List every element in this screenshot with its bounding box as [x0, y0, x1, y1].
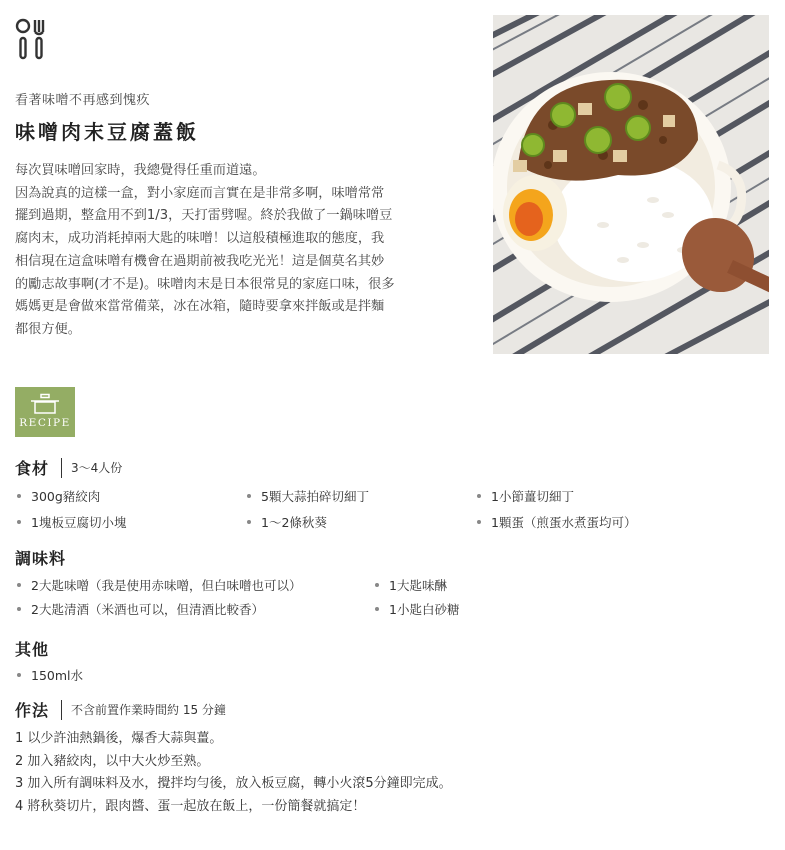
intro-line: 都很方便。	[15, 321, 81, 337]
seasoning-item	[373, 600, 459, 618]
method-step: 1 以少許油熱鍋後，爆香大蒜與薑。	[15, 731, 223, 746]
ingredients-heading: 食材	[15, 459, 50, 478]
divider	[61, 700, 62, 720]
intro-line: 腐肉末，成功消耗掉兩大匙的味噌！以這般積極進取的態度，我	[15, 231, 385, 247]
divider	[61, 458, 62, 478]
recipe-subtitle: 看著味噌不再感到愧疚	[15, 93, 151, 108]
pot-icon	[30, 393, 60, 415]
seasoning-text: 1大匙味醂	[389, 578, 447, 593]
others-item	[15, 666, 83, 684]
recipe-badge	[15, 387, 75, 437]
method-time-note: 不含前置作業時間約 15 分鐘	[71, 703, 226, 717]
ingredient-text: 300g豬絞肉	[31, 489, 101, 504]
bullet-icon	[17, 607, 21, 611]
bullet-icon	[17, 520, 21, 524]
bullet-icon	[375, 583, 379, 587]
seasoning-header	[15, 546, 66, 569]
method-step: 2 加入豬絞肉，以中大火炒至熟。	[15, 753, 210, 769]
intro-paragraph	[15, 160, 475, 342]
method-heading: 作法	[15, 701, 50, 720]
intro-line: 的勵志故事啊(才不是)。味噌肉末是日本很常見的家庭口味，很多	[15, 276, 395, 292]
recipe-badge-label: RECIPE	[19, 417, 71, 429]
rice-bowl-photo	[493, 15, 769, 354]
bullet-icon	[477, 494, 481, 498]
ingredients-header	[15, 456, 122, 479]
method-step: 4 將秋葵切片，跟肉醬、蛋一起放在飯上，一份簡餐就搞定！	[15, 798, 366, 814]
seasoning-text: 1小匙白砂糖	[389, 602, 460, 617]
bullet-icon	[375, 607, 379, 611]
method-header	[15, 698, 226, 721]
bullet-icon	[17, 494, 21, 498]
seasoning-text: 2大匙清酒（米酒也可以，但清酒比較香）	[31, 602, 264, 617]
method-steps	[15, 728, 452, 818]
ingredient-text: 1～2條秋葵	[261, 515, 327, 530]
ingredient-item	[245, 513, 327, 531]
seasoning-heading: 調味料	[15, 549, 67, 568]
seasoning-item	[15, 600, 264, 618]
seasoning-item	[15, 576, 301, 594]
intro-line: 相信現在這盒味噌有機會在過期前被我吃光光！這是個莫名其妙	[15, 253, 385, 269]
ingredient-item	[15, 487, 100, 505]
servings-note: 3～4人份	[71, 461, 123, 475]
ingredient-item	[475, 487, 574, 505]
intro-line: 擺到過期，整盒用不到1/3，天打雷劈喔。終於我做了一鍋味噌豆	[15, 208, 393, 224]
others-heading: 其他	[15, 640, 50, 659]
seasoning-item	[373, 576, 447, 594]
bullet-icon	[17, 583, 21, 587]
recipe-title: 味噌肉末豆腐蓋飯	[15, 120, 199, 144]
method-step: 3 加入所有調味料及水，攪拌均勻後，放入板豆腐，轉小火滾5分鐘即完成。	[15, 776, 452, 791]
ingredient-text: 1顆蛋（煎蛋水煮蛋均可）	[491, 515, 637, 530]
intro-line: 媽媽更是會做來當常備菜，冰在冰箱，隨時要拿來拌飯或是拌麵	[15, 299, 385, 315]
bullet-icon	[247, 494, 251, 498]
seasoning-text: 2大匙味噌（我是使用赤味噌，但白味噌也可以）	[31, 578, 302, 593]
others-header	[15, 637, 49, 660]
ingredient-item	[15, 513, 126, 531]
ingredient-item	[475, 513, 636, 531]
bullet-icon	[247, 520, 251, 524]
ingredient-item	[245, 487, 369, 505]
intro-line: 因為說真的這樣一盒，對小家庭而言實在是非常多啊，味噌常常	[15, 185, 385, 201]
others-text: 150ml水	[31, 668, 84, 683]
ingredient-text: 5顆大蒜拍碎切細丁	[261, 489, 369, 504]
ingredient-text: 1塊板豆腐切小塊	[31, 515, 127, 530]
bullet-icon	[477, 520, 481, 524]
intro-line: 每次買味噌回家時，我總覺得任重而道遠。	[15, 163, 266, 178]
ingredient-text: 1小節薑切細丁	[491, 489, 574, 504]
bullet-icon	[17, 673, 21, 677]
fork-and-knife-icon	[15, 16, 45, 60]
